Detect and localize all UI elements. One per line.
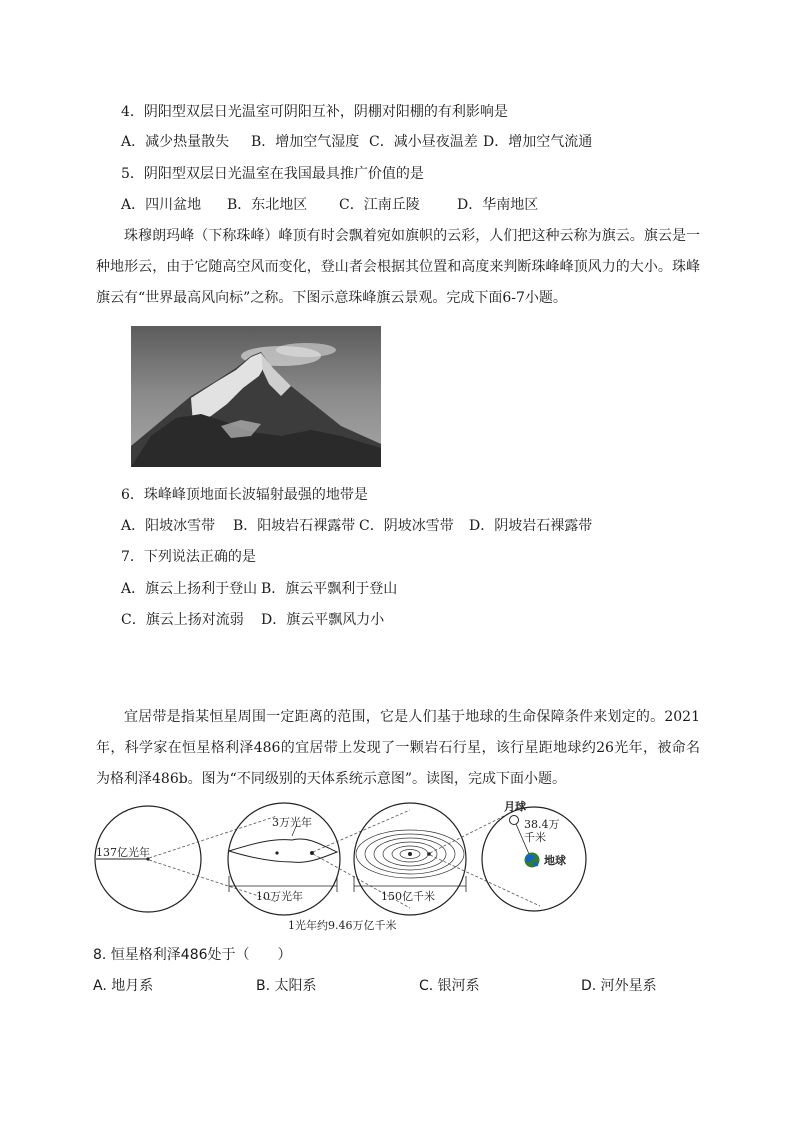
q6-option-d: D．阴坡岩石裸露带: [469, 518, 593, 534]
label-earth: 地球: [544, 854, 566, 867]
q7-stem: 7．下列说法正确的是: [121, 549, 256, 565]
passage-habitable-zone: 宜居带是指某恒星周围一定距离的范围，它是人们基于地球的生命保障条件来划定的。2021年，科学家在恒星格利泽486的宜居带上发现了一颗岩石行星，该行星距地球约26光年，被命名为格利泽486b。图为“不同级别的天体系统示意图”。读图，完成下面小题。: [96, 709, 700, 787]
q8-stem: 8. 恒星格利泽486处于（ ）: [93, 947, 292, 963]
everest-photo-drawing: [131, 326, 381, 467]
q6-stem: 6．珠峰峰顶地面长波辐射最强的地带是: [121, 487, 368, 503]
q7-options-row-2: [121, 610, 384, 630]
everest-flag-cloud-photo: [131, 326, 381, 467]
q7-option-c: C．旗云上扬对流弱: [121, 612, 244, 628]
q4-option-c: C．减小昼夜温差: [369, 134, 478, 150]
celestial-systems-drawing: [92, 796, 692, 936]
q5-options: [121, 195, 538, 215]
q8-option-a: A. 地月系: [93, 978, 154, 994]
q6-option-b: B．阳坡岩石裸露带: [233, 518, 356, 534]
q5-stem: 5．阴阳型双层日光温室在我国最具推广价值的是: [121, 166, 424, 182]
q4-option-b: B．增加空气湿度: [251, 134, 360, 150]
q6-option-a: A．阳坡冰雪带: [121, 518, 216, 534]
label-galaxy-thickness: 3万光年: [272, 816, 312, 829]
q4-options: [121, 132, 592, 152]
q7-options-row-1: [121, 579, 397, 599]
label-galaxy-width: 10万光年: [256, 890, 303, 903]
q6-option-c: C．阴坡冰雪带: [359, 518, 454, 534]
q8-option-c: C. 银河系: [419, 978, 480, 994]
celestial-systems-diagram: [92, 796, 692, 936]
label-universe: 137亿光年: [96, 846, 150, 859]
q4-option-a: A．减少热量散失: [121, 134, 230, 150]
label-moon-distance-1: 38.4万: [524, 818, 560, 831]
diagram-footnote: 1光年约9.46万亿千米: [288, 919, 397, 932]
label-solar-system-width: 150亿千米: [381, 890, 435, 903]
q7-option-a: A．旗云上扬利于登山: [121, 581, 258, 597]
q5-option-d: D．华南地区: [457, 197, 539, 213]
label-moon-distance-2: 千米: [524, 831, 546, 844]
q5-option-a: A．四川盆地: [121, 197, 202, 213]
label-moon: 月球: [504, 800, 526, 813]
passage-flag-cloud: 珠穆朗玛峰（下称珠峰）峰顶有时会飘着宛如旗帜的云彩，人们把这种云称为旗云。旗云是一种地形云，由于它随高空风而变化，登山者会根据其位置和高度来判断珠峰峰顶风力的大小。珠峰旗云有“世界最高风向标”之称。下图示意珠峰旗云景观。完成下面6-7小题。: [96, 228, 700, 306]
q5-option-c: C．江南丘陵: [339, 197, 420, 213]
q6-options: [121, 516, 592, 536]
q8-option-d: D. 河外星系: [581, 978, 657, 994]
q7-option-d: D．旗云平飘风力小: [261, 612, 385, 628]
q7-option-b: B．旗云平飘利于登山: [261, 581, 398, 597]
q4-option-d: D．增加空气流通: [483, 134, 593, 150]
q5-option-b: B．东北地区: [227, 197, 308, 213]
q4-stem: 4．阴阳型双层日光温室可阴阳互补，阴棚对阳棚的有利影响是: [121, 104, 508, 120]
q8-option-b: B. 太阳系: [256, 978, 317, 994]
